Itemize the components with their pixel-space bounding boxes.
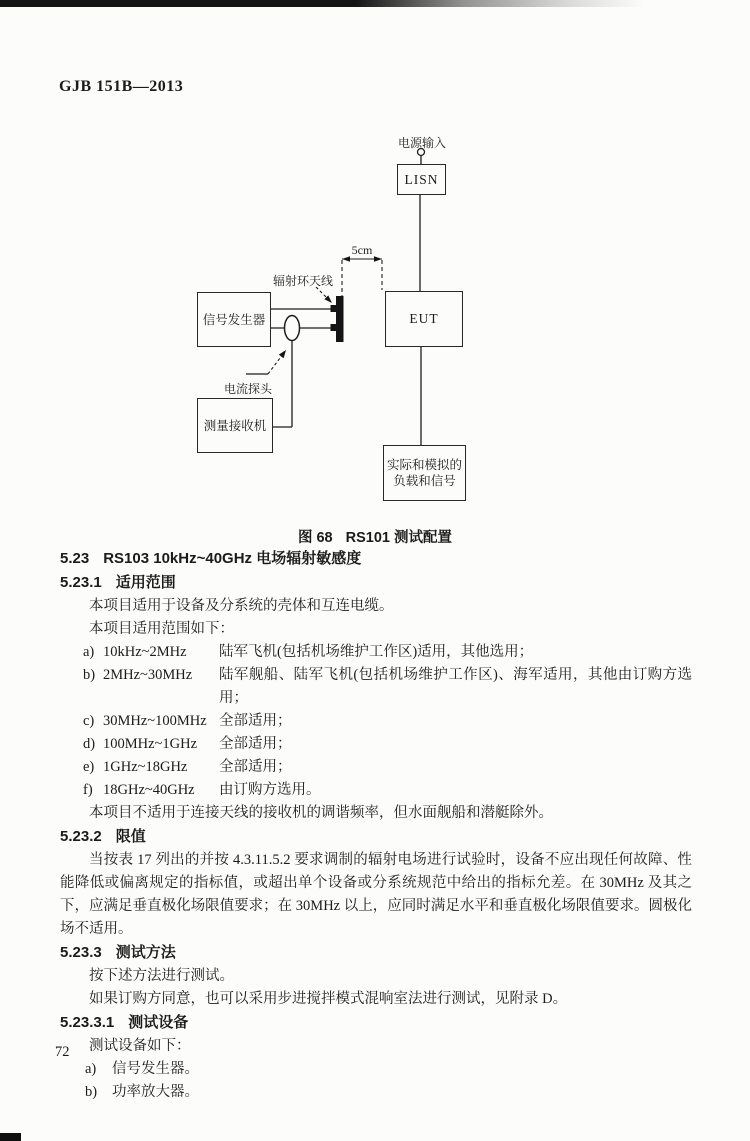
item-desc: 全部适用；: [219, 736, 292, 752]
paragraph-method-1: 按下述方法进行测试。: [89, 968, 234, 984]
figure-label: 图 68: [297, 530, 333, 546]
item-range: 10kHz~2MHz: [103, 644, 187, 660]
measurement-receiver-box: [197, 398, 273, 453]
loop-antenna-bar: [336, 296, 344, 342]
frequency-range-list: [60, 641, 692, 802]
distance-label: 5cm: [351, 243, 373, 257]
heading-5-23-2: [60, 825, 692, 849]
item-letter: b): [85, 1084, 98, 1100]
paragraph-scope-exception: 本项目不适用于连接天线的接收机的调谐频率，但水面舰船和潜艇除外。: [89, 805, 553, 821]
figure-caption: [0, 526, 750, 547]
list-item: [83, 779, 692, 802]
paragraph-method-2: 如果订购方同意，也可以采用步进搅拌模式混响室法进行测试，见附录 D。: [89, 991, 568, 1007]
heading-5-23-1: [60, 571, 692, 595]
diagram-lines: [0, 0, 750, 525]
lisn-label: LISN: [404, 171, 439, 187]
item-letter: c): [83, 713, 95, 729]
item-letter: a): [83, 644, 95, 660]
page-number: 72: [55, 1044, 70, 1060]
item-desc: 全部适用；: [219, 713, 292, 729]
item-range: 100MHz~1GHz: [103, 736, 198, 752]
document-number: GJB 151B—2013: [59, 78, 184, 95]
current-probe-ellipse: [285, 316, 300, 341]
item-text: 功率放大器。: [112, 1084, 199, 1100]
receiver-label: 测量接收机: [203, 418, 267, 433]
item-letter: a): [85, 1061, 97, 1077]
loop-antenna-label: 辐射环天线: [273, 274, 334, 288]
equipment-list: [60, 1058, 692, 1104]
item-text: 信号发生器。: [112, 1061, 199, 1077]
item-desc: 全部适用；: [219, 759, 292, 775]
list-item: [83, 756, 692, 779]
current-probe-label: 电流探头: [224, 382, 273, 396]
loads-signals-box: [383, 445, 466, 501]
list-item: [83, 733, 692, 756]
loads-box-line2: 负载和信号: [393, 474, 456, 488]
heading-number: 5.23: [60, 550, 90, 567]
item-range: 1GHz~18GHz: [103, 759, 188, 775]
probe-pointer-arrowhead: [279, 350, 286, 358]
heading-title: 适用范围: [115, 574, 176, 591]
item-range: 30MHz~100MHz: [103, 713, 207, 729]
item-desc: 陆军舰船、陆军飞机(包括机场维护工作区)、海军适用，其他由订购方选用；: [219, 667, 692, 706]
paragraph-limit: 当按表 17 列出的并按 4.3.11.5.2 要求调制的辐射电场进行试验时，设备不应出现任何故障、性能降低或偏离规定的指标值，或超出单个设备或分系统规范中给出的指标允差。在 30MHz 及其之下，应满足垂直极化场限值要求；在 30MHz 以上，应同时满足水平和垂直极化场限值要求。圆极化场不适用。: [60, 852, 692, 937]
eut-box: [385, 291, 463, 347]
heading-title: 测试设备: [128, 1014, 189, 1031]
heading-title: RS103 10kHz~40GHz 电场辐射敏感度: [103, 550, 362, 567]
paragraph-equipment-intro: 测试设备如下：: [89, 1038, 191, 1054]
heading-number: 5.23.3.1: [60, 1014, 115, 1031]
rs101-test-setup-diagram: [0, 0, 750, 525]
antenna-connector-bottom: [331, 324, 337, 331]
list-item: [83, 664, 692, 710]
heading-5-23: [60, 547, 692, 571]
scan-artifact-bottom: [0, 1133, 21, 1141]
heading-number: 5.23.2: [60, 828, 102, 845]
signal-generator-label: 信号发生器: [202, 312, 266, 327]
heading-5-23-3-1: [60, 1011, 692, 1035]
item-letter: b): [83, 667, 96, 683]
item-range: 2MHz~30MHz: [103, 667, 193, 683]
signal-generator-box: [197, 292, 271, 347]
section-content: [60, 547, 692, 1104]
power-input-label: 电源输入: [398, 136, 447, 150]
paragraph-scope-1: 本项目适用于设备及分系统的壳体和互连电缆。: [89, 598, 394, 614]
item-letter: e): [83, 759, 95, 775]
list-item: [83, 641, 692, 664]
item-desc: 陆军飞机(包括机场维护工作区)适用，其他选用；: [219, 644, 534, 660]
list-item: [83, 710, 692, 733]
antenna-connector-top: [331, 305, 337, 312]
list-item: [85, 1058, 692, 1081]
heading-number: 5.23.1: [60, 574, 102, 591]
heading-title: 限值: [115, 828, 146, 845]
item-desc: 由订购方选用。: [219, 782, 321, 798]
item-letter: f): [83, 782, 93, 798]
probe-pointer-line-diag: [268, 354, 283, 374]
heading-title: 测试方法: [115, 944, 176, 961]
heading-5-23-3: [60, 941, 692, 965]
list-item: [85, 1081, 692, 1104]
item-letter: d): [83, 736, 96, 752]
paragraph-scope-2: 本项目适用范围如下：: [89, 621, 234, 637]
item-range: 18GHz~40GHz: [103, 782, 195, 798]
figure-title: RS101 测试配置: [345, 530, 453, 546]
heading-number: 5.23.3: [60, 944, 102, 961]
lisn-box: [397, 164, 446, 195]
loads-box-line1: 实际和模拟的: [386, 458, 462, 472]
eut-label: EUT: [409, 311, 439, 326]
